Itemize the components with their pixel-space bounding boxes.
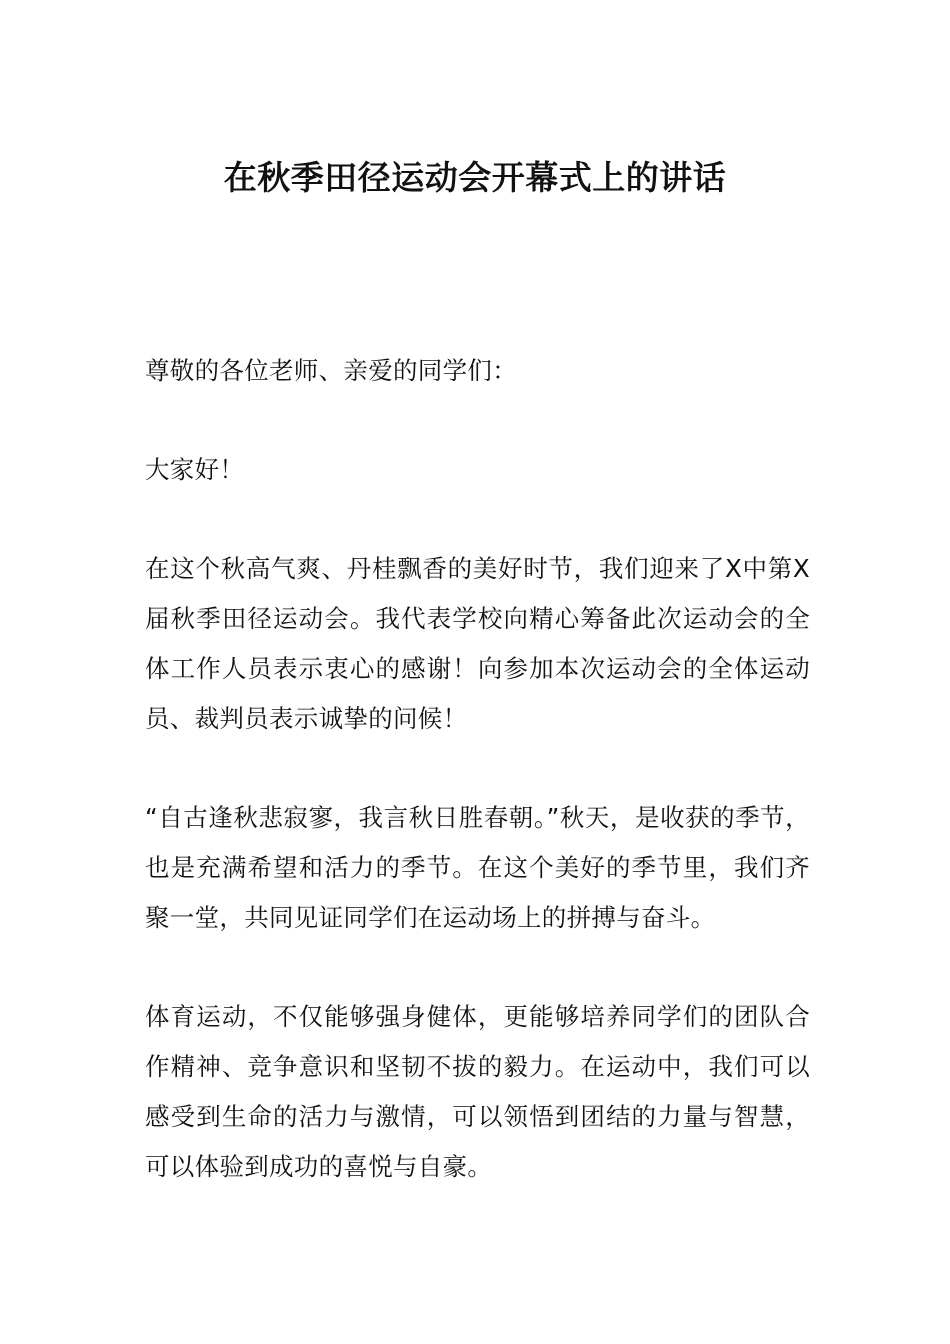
body-paragraph: 体育运动，不仅能够强身健体，更能够培养同学们的团队合作精神、竞争意识和坚韧不拔的毅力。在运动中，我们可以感受到生命的活力与激情，可以领悟到团结的力量与智慧，可以体验到成功的喜悦与自豪。 xyxy=(145,1002,810,1181)
document-title: 在秋季田径运动会开幕式上的讲话 xyxy=(223,158,727,197)
salutation-paragraph: 尊敬的各位老师、亲爱的同学们： xyxy=(145,356,517,385)
body-paragraph: 在这个秋高气爽、丹桂飘香的美好时节，我们迎来了X中第X届秋季田径运动会。我代表学校向精心筹备此次运动会的全体工作人员表示衷心的感谢！向参加本次运动会的全体运动员、裁判员表示诚挚的问候！ xyxy=(145,554,810,733)
body-paragraph: “自古逢秋悲寂寥，我言秋日胜春朝。”秋天，是收获的季节，也是充满希望和活力的季节。在这个美好的季节里，我们齐聚一堂，共同见证同学们在运动场上的拼搏与奋斗。 xyxy=(145,803,810,932)
document-body xyxy=(145,346,810,1241)
greeting-paragraph: 大家好！ xyxy=(145,455,245,484)
